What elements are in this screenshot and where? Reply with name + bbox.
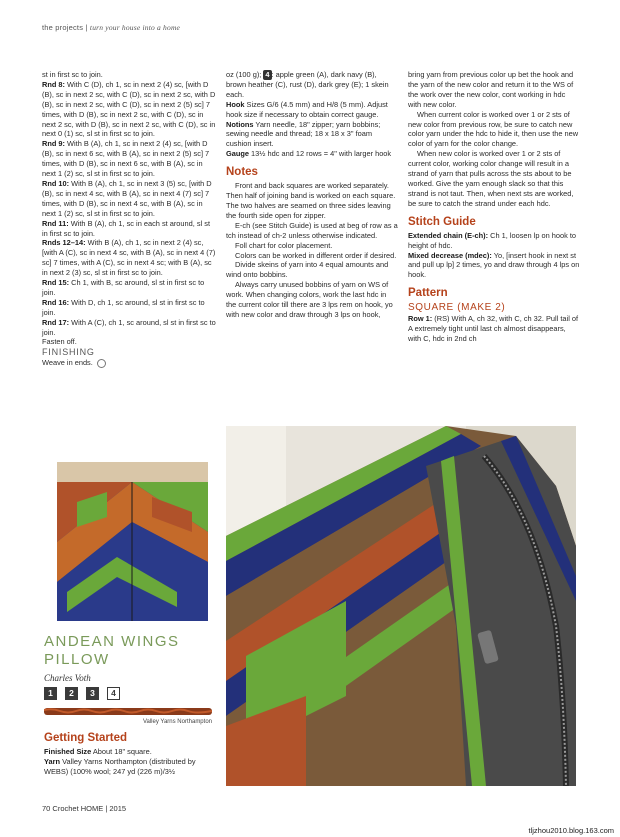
skill-level-2: 2 [65, 687, 78, 700]
fasten-off: Fasten off. [42, 337, 77, 347]
yarn-continued: oz (100 g); 4 : apple green (A), dark navy (B), brown heather (C), rust (D), dark grey (E); 1 skein each. [226, 70, 389, 99]
header-tagline: turn your house into a home [89, 23, 181, 32]
round-11: Rnd 11: With B (A), ch 1, sc in each st around, sl st in first sc to join. [42, 218, 210, 238]
pillow-thumbnail-image [57, 462, 208, 621]
skill-level-3: 3 [86, 687, 99, 700]
skill-level-1: 1 [44, 687, 57, 700]
header-section: the projects | [42, 23, 88, 32]
pillow-closeup-photo [226, 426, 576, 786]
note-3: Foll chart for color placement. [235, 240, 333, 250]
stitch-ech: Extended chain (E-ch): Ch 1, loosen lp on hook to height of hdc. [408, 230, 577, 250]
text-line: st in first sc to join. [42, 70, 103, 79]
hook-info: Hook Sizes G/6 (4.5 mm) and H/8 (5 mm). Adjust hook size if necessary to obtain correct gauge. [226, 99, 388, 119]
round-9: Rnd 9: With B (A), ch 1, sc in next 2 (4) sc, [with D (B), sc in next 6 sc, with B (A), sc in next 2 (5) sc] 7 times, with D (B), sc in next 6 sc, with B (A), sc in next 1 (2) sc, sl st in first sc to join. [42, 139, 210, 179]
round-15: Rnd 15: Ch 1, with B, sc around, sl st in first sc to join. [42, 278, 205, 297]
note-1: Front and back squares are worked separately. Then half of joining band is worked on each square. The two halves are seamed on three sides leaving the fourth side open for zipper. [226, 181, 396, 220]
weave-line: Weave in ends. [42, 358, 217, 368]
yarn-swatch-image [44, 707, 212, 716]
round-16: Rnd 16: With D, ch 1, sc around, sl st in first sc to join. [42, 297, 205, 317]
notes-heading: Notes [226, 166, 258, 179]
getting-started-heading: Getting Started [44, 732, 128, 744]
getting-started [44, 731, 219, 777]
column-3 [408, 70, 580, 344]
rounds-12-14: Rnds 12–14: With B (A), ch 1, sc in next 2 (4) sc, [with A (C), sc in next 4 sc, with B (A), sc in next 4 (7) sc] 7 times, with A (C), sc in next 4 sc; with B (A), sc in next 2 (3) sc, sl st in first sc to join. [42, 238, 216, 278]
gauge-info: Gauge 13½ hdc and 12 rows = 4" with larger hook [226, 149, 392, 159]
round-10: Rnd 10: With B (A), ch 1, sc in next 3 (5) sc, [with D (B), sc in next 4 sc, with B (A), sc in next 4 (7) sc] 7 times, with D (B), sc in next 4 sc, with B (A), sc in next 1 (2) sc, sl st in first sc to join. [42, 178, 212, 218]
paragraph: When current color is worked over 1 or 2 sts of new color from previous row, be sure to catch new color yarn under the hdc to hide it, then use the new color of yarn for the color change. [408, 109, 579, 149]
column-2 [226, 70, 398, 320]
finishing-heading: FINISHING [42, 347, 95, 358]
row-1: Row 1: (RS) With A, ch 32, with C, ch 32. Pull tail of A extremely tight until last ch almost disappears, with C, hdc in 2nd ch [408, 314, 579, 344]
stitch-guide-heading: Stitch Guide [408, 215, 476, 228]
paragraph: When new color is worked over 1 or 2 sts of current color, working color change will result in a strand of yarn that pulls across the sts about to be worked. Give the yarn enough slack so that this strand is not taut. Then, when next sts are worked, be sure to catch the strand under each hdc. [408, 149, 574, 208]
page-header [42, 23, 180, 32]
round-8: Rnd 8: With C (D), ch 1, sc in next 2 (4) sc, [with D (B), sc in next 2 sc, with C (D), sc in next 2 sc, with D (B), sc in next 2 sc, with C (D), sc in next 2 (5) sc] 7 times, with D (B), sc in next 2 sc, with C (D), sc in next 2 sc, with D (B), sc in next 2 sc, with C (D), sc in next 0 (1) sc, sl st in first sc to join. [42, 79, 216, 139]
round-17: Rnd 17: With A (C), ch 1, sc around, sl st in first sc to join. [42, 317, 216, 337]
note-4: Colors can be worked in different order if desired. [235, 250, 397, 260]
author-name: Charles Voth [44, 673, 91, 683]
skill-level-4: 4 [107, 687, 120, 700]
pattern-heading: Pattern [408, 287, 448, 300]
column-1 [42, 70, 217, 368]
note-6: Always carry unused bobbins of yarn on WS of work. When changing colors, work the last hdc in the current color till there are 3 lps rem on hook, yo with new color and draw through 3 lps on hook, [226, 280, 393, 319]
note-2: E-ch (see Stitch Guide) is used at beg of row as a tch instead of ch-2 unless otherwise indicated. [226, 220, 398, 240]
finished-size: Finished Size About 18" square. [44, 747, 152, 756]
paragraph: bring yarn from previous color up bet the hook and the yarn of the new color and return it to the WS of the work over the new color, cont working in hdc with new color. [408, 70, 574, 109]
yarn-info: Yarn Valley Yarns Northampton (distributed by WEBS) (100% wool; 247 yd (226 m)/3½ [44, 756, 196, 776]
watermark: tljzhou2010.blog.163.com [528, 826, 614, 835]
round-ornament-icon [97, 359, 106, 368]
yarn-swatch-label: Valley Yarns Northampton [142, 719, 212, 725]
page-footer: 70 Crochet HOME | 2015 [42, 804, 127, 813]
note-5: Divide skeins of yarn into 4 equal amounts and wind onto bobbins. [226, 260, 389, 280]
yarn-weight-icon: 4 [265, 70, 270, 79]
notions-info: Notions Yarn needle, 18" zipper; yarn bobbins; sewing needle and thread; 18 x 18 x 3" foam cushion insert. [226, 119, 381, 149]
square-heading: SQUARE (MAKE 2) [408, 302, 506, 314]
stitch-mdec: Mixed decrease (mdec): Yo, [insert hook in next st and pull up lp] 2 times, yo and draw through 4 lps on hook. [408, 250, 580, 280]
project-title: ANDEAN WINGS PILLOW [44, 633, 180, 668]
